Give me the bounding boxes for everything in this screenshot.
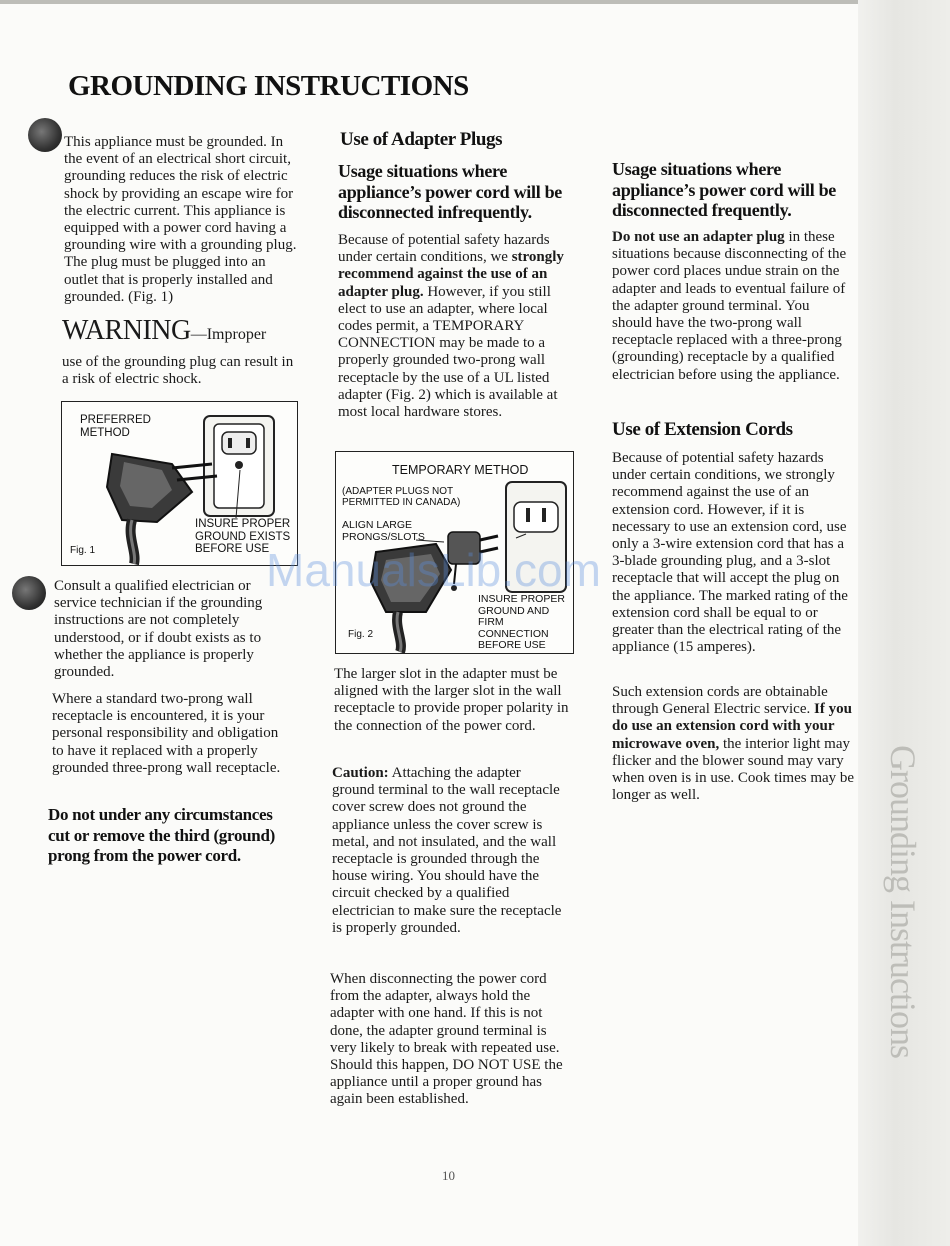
no-adapter-text: Do not use an adapter plug bbox=[612, 229, 785, 245]
col1-warning-prong: Do not under any circumstances cut or remove the third (ground) prong from the power cord. bbox=[48, 805, 275, 865]
col1-paragraph-grounded: This appliance must be grounded. In the event of an electrical short circuit, grounding reduces the risk of electric shock by providing an escape wire for the electric current. This appliance is equipped with a power cord having a grounding wire with a grounding plug. The plug must be plugged into an outlet that is properly installed and grounded. (Fig. 1) bbox=[64, 134, 297, 305]
fig2-insure-label: INSURE PROPER GROUND AND FIRM CONNECTION BEFORE USE bbox=[478, 593, 565, 651]
figure-1 bbox=[61, 401, 298, 566]
scan-top-edge bbox=[0, 0, 858, 4]
strong-recommend-text: strongly recommend against the use of an adapter plug. bbox=[338, 249, 564, 300]
watermark: ManualsLib.com bbox=[266, 544, 601, 596]
warning-block bbox=[62, 315, 302, 346]
col2-paragraph-caution: Caution: Attaching the adapter ground terminal to the wall receptacle cover screw does not ground the appliance unless the cover screw is metal, and not insulated, and the wall receptacle is grounded through the house wiring. You should have the circuit checked by a qualified electrician to make sure the receptacle is properly grounded. bbox=[332, 765, 562, 936]
frequent-subheading: Usage situations where appliance’s power cord will be disconnected frequently. bbox=[612, 159, 836, 220]
adapter-plugs-heading: Use of Adapter Plugs bbox=[340, 129, 503, 150]
infrequent-subheading: Usage situations where appliance’s power cord will be disconnected infrequently. bbox=[338, 161, 562, 222]
col1-paragraph-two-prong: Where a standard two-prong wall receptacle is encountered, it is your personal responsibility and obligation to have it replaced with a properly grounded three-prong wall receptacle. bbox=[52, 691, 281, 776]
extension-cord-note: If you do use an extension cord with your microwave oven, bbox=[612, 701, 852, 752]
fig1-method-label: PREFERRED METHOD bbox=[80, 414, 151, 439]
fig2-canada-label: (ADAPTER PLUGS NOT PERMITTED IN CANADA) bbox=[342, 486, 461, 508]
col2-paragraph-safety: Because of potential safety hazards under certain conditions, we strongly recommend against the use of an adapter plug. However, if you still elect to use an adapter, where local codes permit, a TEMPORARY CONNECTION may be made to a properly grounded two-prong wall receptacle by the use of a UL listed adapter (Fig. 2) which is available at most local hardware stores. bbox=[338, 232, 564, 421]
col2-paragraph-slot: The larger slot in the adapter must be aligned with the larger slot in the wall receptacle to provide proper polarity in the connection of the power cord. bbox=[334, 666, 569, 734]
warning-dash: —Improper bbox=[190, 326, 267, 343]
bullet-icon bbox=[12, 576, 46, 610]
extension-cords-heading: Use of Extension Cords bbox=[612, 419, 793, 440]
col3-paragraph-no-adapter: Do not use an adapter plug in these situations because disconnecting of the power cord places undue strain on the adapter and leads to eventual failure of the adapter ground terminal. You should have the two-prong wall receptacle replaced with a three-prong (grounding) receptacle by a qualified electrician before using the appliance. bbox=[612, 229, 847, 383]
caution-label: Caution: bbox=[332, 765, 389, 781]
fig1-caption: Fig. 1 bbox=[70, 545, 96, 556]
col2-paragraph-disconnect: When disconnecting the power cord from the adapter, always hold the adapter with one hand. If this is not done, the adapter ground terminal is very likely to break with repeated use. Should this happen, DO NOT USE the appliance until a proper ground has again been established. bbox=[330, 971, 563, 1108]
side-tab-label: Grounding Instructions bbox=[883, 745, 923, 1058]
page-number: 10 bbox=[442, 1168, 455, 1183]
bullet-icon bbox=[28, 118, 62, 152]
warning-text: use of the grounding plug can result in a risk of electric shock. bbox=[62, 354, 294, 388]
col1-paragraph-consult: Consult a qualified electrician or service technician if the grounding instructions are not completely understood, or if doubt exists as to whether the appliance is properly grounded. bbox=[54, 578, 263, 681]
fig2-align-label: ALIGN LARGE PRONGS/SLOTS bbox=[342, 519, 425, 543]
col3-paragraph-extension: Because of potential safety hazards under certain conditions, we strongly recommend against the use of an extension cord. However, if it is necessary to use an extension cord, use only a 3-wire extension cord that has a 3-blade grounding plug, and a 3-slot receptacle that will accept the plug on the appliance. The marked rating of the extension cord shall be equal to or greater than the electrical rating of the appliance (15 amperes). bbox=[612, 450, 848, 656]
fig1-insure-label: INSURE PROPER GROUND EXISTS BEFORE USE bbox=[195, 518, 291, 555]
page-title: GROUNDING INSTRUCTIONS bbox=[68, 70, 469, 102]
fig2-method-label: TEMPORARY METHOD bbox=[392, 463, 529, 477]
warning-label: WARNING bbox=[62, 315, 191, 346]
fig2-caption: Fig. 2 bbox=[348, 629, 374, 640]
col3-paragraph-obtainable: Such extension cords are obtainable through General Electric service. If you do use an extension cord with your microwave oven, the interior light may flicker and the blower sound may vary when oven is in use. Cook times may be longer as well. bbox=[612, 684, 855, 804]
